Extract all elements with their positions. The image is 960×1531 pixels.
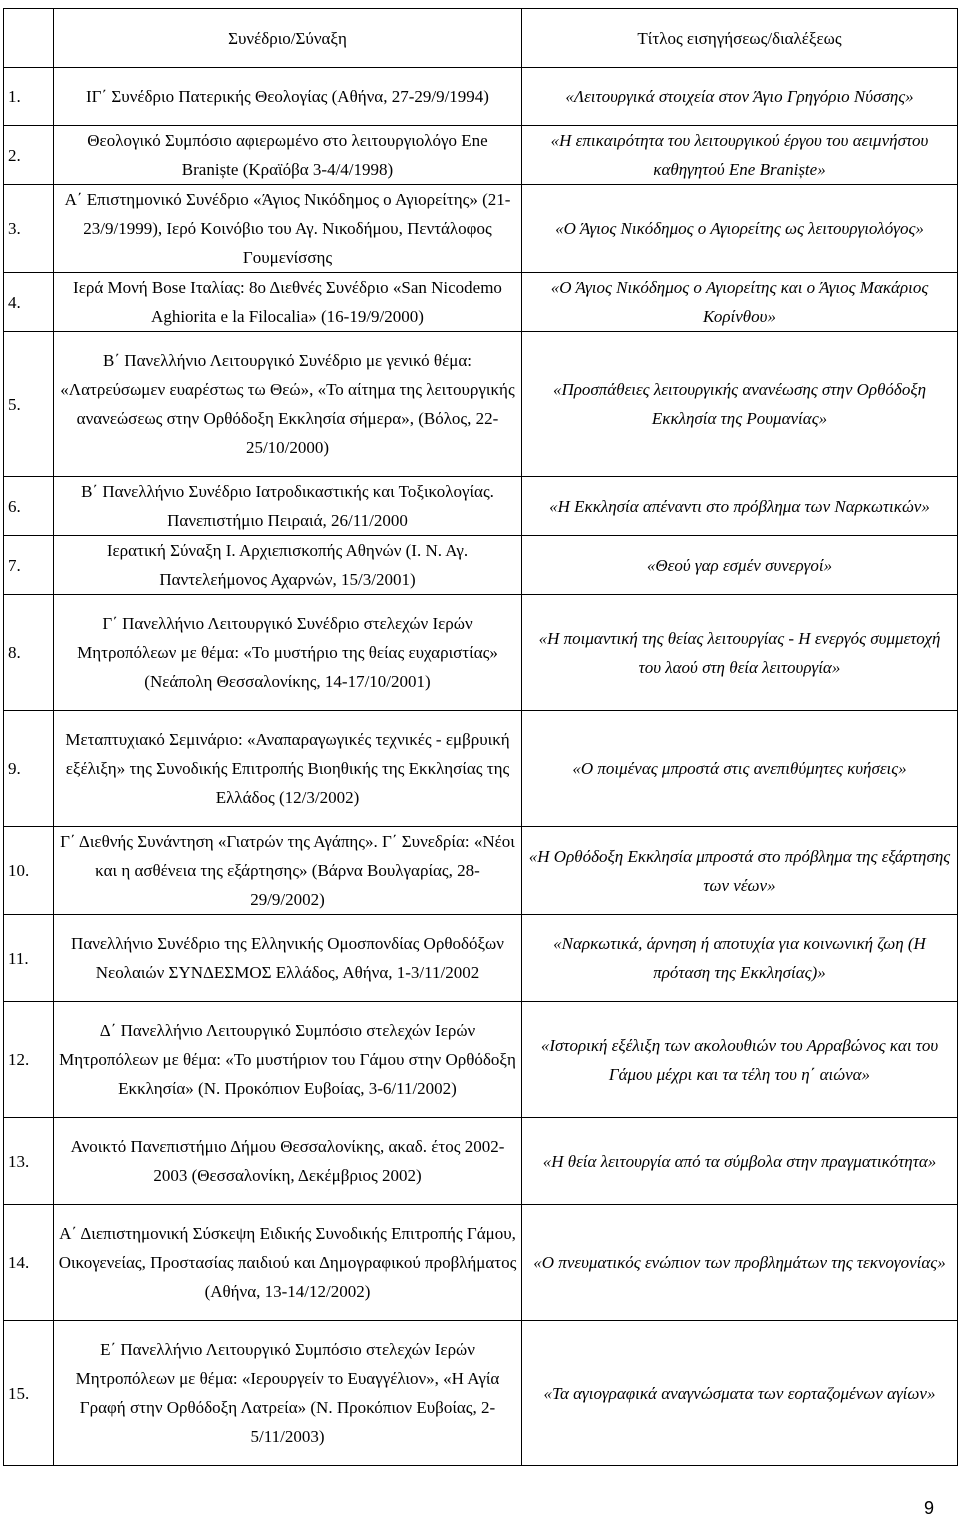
row-number: 1. [4,68,54,126]
row-number: 10. [4,827,54,915]
row-number: 5. [4,332,54,477]
row-number: 15. [4,1321,54,1466]
row-number: 4. [4,273,54,332]
row-number: 14. [4,1205,54,1321]
row-conference: Μεταπτυχιακό Σεμινάριο: «Αναπαραγωγικές τεχνικές - εμβρυική εξέλιξη» της Συνοδικής Επιτροπής Βιοηθικής της Εκκλησίας της Ελλάδος (12/3/2002) [54,711,522,827]
row-conference: Ε΄ Πανελλήνιο Λειτουργικό Συμπόσιο στελεχών Ιερών Μητροπόλεων με θέμα: «Ιερουργείν το Ευαγγέλιον», «Η Αγία Γραφή στην Ορθόδοξη Λατρεία» (Ν. Προκόπιον Ευβοίας, 2-5/11/2003) [54,1321,522,1466]
table-row [4,185,958,273]
row-title: «Ναρκωτικά, άρνηση ή αποτυχία για κοινωνική ζωη (Η πρόταση της Εκκλησίας)» [522,915,958,1002]
row-conference: Α΄ Επιστημονικό Συνέδριο «Άγιος Νικόδημος ο Αγιορείτης» (21-23/9/1999), Ιερό Κοινόβιο του Αγ. Νικοδήμου, Πεντάλοφος Γουμενίσσης [54,185,522,273]
row-title: «Η ποιμαντική της θείας λειτουργίας - Η ενεργός συμμετοχή του λαού στη θεία λειτουργία» [522,595,958,711]
row-number: 2. [4,126,54,185]
row-title: «Ο πνευματικός ενώπιον των προβλημάτων της τεκνογονίας» [522,1205,958,1321]
row-title: «Ιστορική εξέλιξη των ακολουθιών του Αρραβώνος και του Γάμου μέχρι και τα τέλη του η΄ αιώνα» [522,1002,958,1118]
table-row [4,1002,958,1118]
row-title: «Η θεία λειτουργία από τα σύμβολα στην πραγματικότητα» [522,1118,958,1205]
table-row [4,1118,958,1205]
conference-table [3,8,958,1466]
table-row [4,711,958,827]
table-row [4,536,958,595]
table-row [4,1205,958,1321]
row-title: «Η Ορθόδοξη Εκκλησία μπροστά στο πρόβλημα της εξάρτησης των νέων» [522,827,958,915]
table-row [4,68,958,126]
row-conference: Γ΄ Πανελλήνιο Λειτουργικό Συνέδριο στελεχών Ιερών Μητροπόλεων με θέμα: «Το μυστήριο της θείας ευχαριστίας» (Νεάπολη Θεσσαλονίκης, 14-17/10/2001) [54,595,522,711]
row-conference: Γ΄ Διεθνής Συνάντηση «Γιατρών της Αγάπης». Γ΄ Συνεδρία: «Νέοι και η ασθένεια της εξάρτησης» (Βάρνα Βουλγαρίας, 28-29/9/2002) [54,827,522,915]
row-conference: Πανελλήνιο Συνέδριο της Ελληνικής Ομοσπονδίας Ορθοδόξων Νεολαιών ΣΥΝΔΕΣΜΟΣ Ελλάδος, Αθήνα, 1-3/11/2002 [54,915,522,1002]
table-row [4,1321,958,1466]
header-number [4,9,54,68]
row-conference: Ιερατική Σύναξη Ι. Αρχιεπισκοπής Αθηνών (Ι. Ν. Αγ. Παντελεήμονος Αχαρνών, 15/3/2001) [54,536,522,595]
row-title: «Λειτουργικά στοιχεία στον Άγιο Γρηγόριο Νύσσης» [522,68,958,126]
table-row [4,126,958,185]
header-title: Τίτλος εισηγήσεως/διαλέξεως [522,9,958,68]
row-number: 3. [4,185,54,273]
row-title: «Προσπάθειες λειτουργικής ανανέωσης στην Ορθόδοξη Εκκλησία της Ρουμανίας» [522,332,958,477]
page-number: 9 [923,1498,934,1518]
table-row [4,595,958,711]
row-conference: Β΄ Πανελλήνιο Συνέδριο Ιατροδικαστικής και Τοξικολογίας. Πανεπιστήμιο Πειραιά, 26/11/2000 [54,477,522,536]
row-conference: ΙΓ΄ Συνέδριο Πατερικής Θεολογίας (Αθήνα, 27-29/9/1994) [54,68,522,126]
row-number: 8. [4,595,54,711]
row-title: «Ο Άγιος Νικόδημος ο Αγιορείτης ως λειτουργιολόγος» [522,185,958,273]
row-title: «Τα αγιογραφικά αναγνώσματα των εορταζομένων αγίων» [522,1321,958,1466]
table-row [4,477,958,536]
row-number: 11. [4,915,54,1002]
row-number: 6. [4,477,54,536]
header-conference: Συνέδριο/Σύναξη [54,9,522,68]
row-conference: Β΄ Πανελλήνιο Λειτουργικό Συνέδριο με γενικό θέμα: «Λατρεύσωμεν ευαρέστως τω Θεώ», «Το αίτημα της λειτουργικής ανανεώσεως στην Ορθόδοξη Εκκλησία σήμερα», (Βόλος, 22-25/10/2000) [54,332,522,477]
row-title: «Η επικαιρότητα του λειτουργικού έργου του αειμνήστου καθηγητού Ene Braniște» [522,126,958,185]
row-title: «Ο ποιμένας μπροστά στις ανεπιθύμητες κυήσεις» [522,711,958,827]
row-conference: Δ΄ Πανελλήνιο Λειτουργικό Συμπόσιο στελεχών Ιερών Μητροπόλεων με θέμα: «Το μυστήριον του Γάμου στην Ορθόδοξη Εκκλησία» (Ν. Προκόπιον Ευβοίας, 3-6/11/2002) [54,1002,522,1118]
row-number: 7. [4,536,54,595]
table-header-row [4,9,958,68]
row-title: «Ο Άγιος Νικόδημος ο Αγιορείτης και ο Άγιος Μακάριος Κορίνθου» [522,273,958,332]
row-conference: Ιερά Μονή Bose Ιταλίας: 8ο Διεθνές Συνέδριο «San Nicodemo Aghiorita e la Filocalia» (16-19/9/2000) [54,273,522,332]
row-conference: Ανοικτό Πανεπιστήμιο Δήμου Θεσσαλονίκης, ακαδ. έτος 2002-2003 (Θεσσαλονίκη, Δεκέμβριος 2002) [54,1118,522,1205]
row-number: 13. [4,1118,54,1205]
table-row [4,332,958,477]
table-row [4,273,958,332]
table-row [4,915,958,1002]
row-conference: Θεολογικό Συμπόσιο αφιερωμένο στο λειτουργιολόγο Ene Braniște (Κραϊόβα 3-4/4/1998) [54,126,522,185]
row-number: 12. [4,1002,54,1118]
row-conference: Α΄ Διεπιστημονική Σύσκεψη Ειδικής Συνοδικής Επιτροπής Γάμου, Οικογενείας, Προστασίας παιδιού και Δημογραφικού προβλήματος (Αθήνα, 13-14/12/2002) [54,1205,522,1321]
row-title: «Η Εκκλησία απέναντι στο πρόβλημα των Ναρκωτικών» [522,477,958,536]
table-row [4,827,958,915]
row-title: «Θεού γαρ εσμέν συνεργοί» [522,536,958,595]
row-number: 9. [4,711,54,827]
